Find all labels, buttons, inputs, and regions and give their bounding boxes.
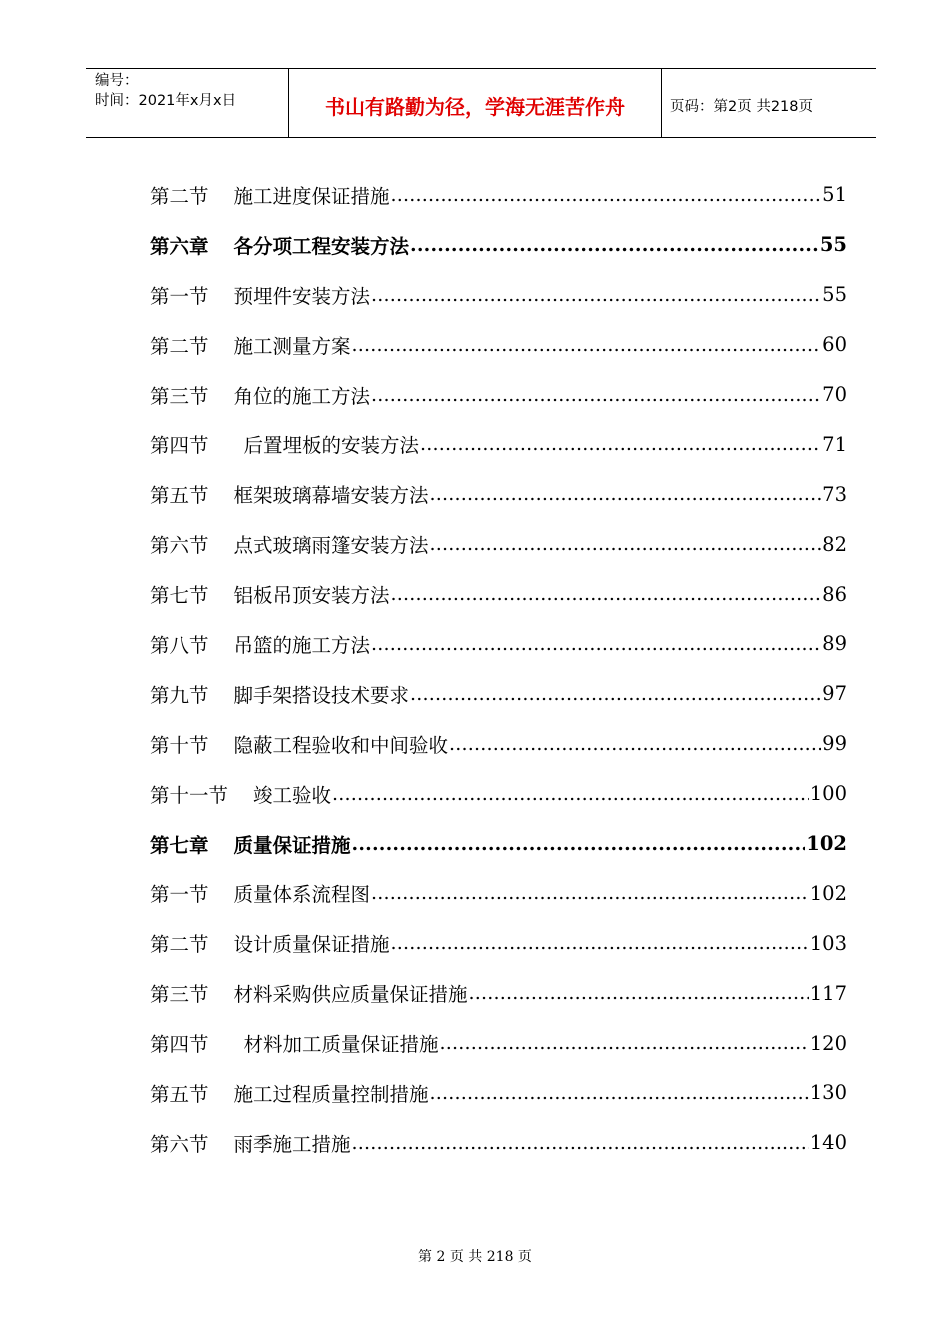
toc-entry-page: 55 [819,233,847,257]
toc-entry-leader-dots [352,1133,809,1153]
toc-entry-title: 材料加工质量保证措施 [243,1033,439,1057]
toc-entry-leader-dots [391,584,822,604]
toc-section-entry[interactable] [150,719,847,769]
header-meta [86,69,288,137]
toc-entry-title: 质量体系流程图 [233,883,371,907]
toc-section-entry[interactable] [150,469,847,519]
toc-entry-leader-dots [371,385,821,405]
toc-section-entry[interactable] [150,569,847,619]
toc-section-entry[interactable] [150,270,847,320]
toc-entry-page: 73 [822,482,847,506]
toc-entry-number: 第十一节 [150,783,229,807]
toc-entry-leader-dots [352,335,822,355]
toc-section-entry[interactable] [150,370,847,420]
toc-entry-leader-dots [410,684,821,704]
toc-entry-leader-dots [371,285,821,305]
toc-entry-leader-dots [371,883,809,903]
toc-entry-number: 第二节 [150,334,209,358]
toc-entry-leader-dots [430,1083,809,1103]
toc-section-entry[interactable] [150,419,847,469]
toc-entry-title: 隐蔽工程验收和中间验收 [233,733,449,757]
toc-entry-leader-dots [420,434,821,454]
toc-section-entry[interactable] [150,1018,847,1068]
toc-entry-number: 第六节 [150,534,209,558]
page-header [86,68,876,138]
toc-section-entry[interactable] [150,1068,847,1118]
toc-entry-title: 铝板吊顶安装方法 [233,584,390,608]
toc-entry-page: 103 [809,931,847,955]
header-motto: 书山有路勤为径，学海无涯苦作舟 [288,69,662,137]
toc-entry-leader-dots [430,534,822,554]
toc-section-entry[interactable] [150,320,847,370]
toc-entry-number: 第二节 [150,933,209,957]
toc-entry-page: 51 [822,183,847,207]
toc-section-entry[interactable] [150,769,847,819]
toc-section-entry[interactable] [150,868,847,918]
toc-section-entry[interactable] [150,170,847,220]
toc-entry-page: 140 [809,1131,847,1155]
toc-entry-number: 第三节 [150,384,209,408]
toc-entry-title: 预埋件安装方法 [233,284,371,308]
page-footer: 第 2 页 共 218 页 [418,1249,532,1265]
toc-entry-title: 材料采购供应质量保证措施 [233,983,468,1007]
toc-section-entry[interactable] [150,968,847,1018]
toc-entry-number: 第八节 [150,633,209,657]
header-page-info: 页码：第2页 共218页 [670,98,814,115]
toc-entry-leader-dots [352,834,806,854]
toc-entry-number: 第四节 [150,1033,209,1057]
toc-entry-number: 第六章 [150,234,209,258]
toc-entry-title: 设计质量保证措施 [233,933,390,957]
toc-chapter-entry[interactable] [150,819,847,869]
toc-entry-number: 第一节 [150,883,209,907]
toc-entry-title: 竣工验收 [253,783,332,807]
toc-entry-leader-dots [410,235,819,255]
toc-entry-page: 100 [809,782,847,806]
toc-entry-page: 120 [809,1031,847,1055]
toc-entry-number: 第五节 [150,484,209,508]
document-date: 时间：2021年x月x日 [95,93,237,109]
toc-entry-page: 102 [806,832,847,856]
toc-entry-title: 角位的施工方法 [233,384,371,408]
toc-entry-leader-dots [469,983,809,1003]
toc-entry-leader-dots [391,185,822,205]
toc-entry-leader-dots [391,933,809,953]
toc-entry-page: 82 [822,532,847,556]
toc-entry-title: 施工过程质量控制措施 [233,1082,429,1106]
toc-entry-leader-dots [430,484,822,504]
toc-entry-page: 117 [809,981,847,1005]
toc-section-entry[interactable] [150,669,847,719]
toc-entry-title: 各分项工程安装方法 [233,234,410,258]
toc-entry-number: 第四节 [150,434,209,458]
toc-entry-leader-dots [449,734,821,754]
toc-entry-page: 130 [809,1081,847,1105]
toc-entry-title: 质量保证措施 [233,833,351,857]
toc-section-entry[interactable] [150,519,847,569]
toc-entry-page: 60 [822,333,847,357]
toc-entry-number: 第六节 [150,1132,209,1156]
toc-entry-number: 第七章 [150,833,209,857]
toc-entry-title: 雨季施工措施 [233,1132,351,1156]
toc-section-entry[interactable] [150,619,847,669]
toc-entry-page: 70 [822,383,847,406]
toc-chapter-entry[interactable] [150,220,847,270]
toc-entry-title: 后置埋板的安装方法 [243,434,420,458]
toc-entry-leader-dots [332,784,809,804]
toc-entry-title: 脚手架搭设技术要求 [233,683,410,707]
toc-entry-number: 第七节 [150,584,209,608]
toc-entry-number: 第十节 [150,733,209,757]
toc-entry-page: 71 [822,432,847,456]
toc-section-entry[interactable] [150,918,847,968]
toc-entry-leader-dots [440,1033,809,1053]
toc-entry-page: 102 [809,881,847,905]
toc-section-entry[interactable] [150,1118,847,1168]
toc-entry-page: 86 [822,582,847,606]
toc-entry-title: 点式玻璃雨篷安装方法 [233,534,429,558]
toc-entry-page: 55 [822,283,847,307]
toc-entry-number: 第三节 [150,983,209,1007]
table-of-contents [150,170,847,1168]
toc-entry-number: 第一节 [150,284,209,308]
toc-entry-number: 第五节 [150,1082,209,1106]
toc-entry-page: 97 [822,682,847,706]
toc-entry-number: 第九节 [150,683,209,707]
toc-entry-title: 吊篮的施工方法 [233,633,371,657]
toc-entry-title: 框架玻璃幕墙安装方法 [233,484,429,508]
toc-entry-page: 99 [822,732,847,756]
document-number: 编号： [95,73,139,89]
toc-entry-page: 89 [822,632,847,656]
toc-entry-title: 施工进度保证措施 [233,184,390,208]
toc-entry-title: 施工测量方案 [233,334,351,358]
toc-entry-leader-dots [371,634,821,654]
toc-entry-number: 第二节 [150,184,209,208]
